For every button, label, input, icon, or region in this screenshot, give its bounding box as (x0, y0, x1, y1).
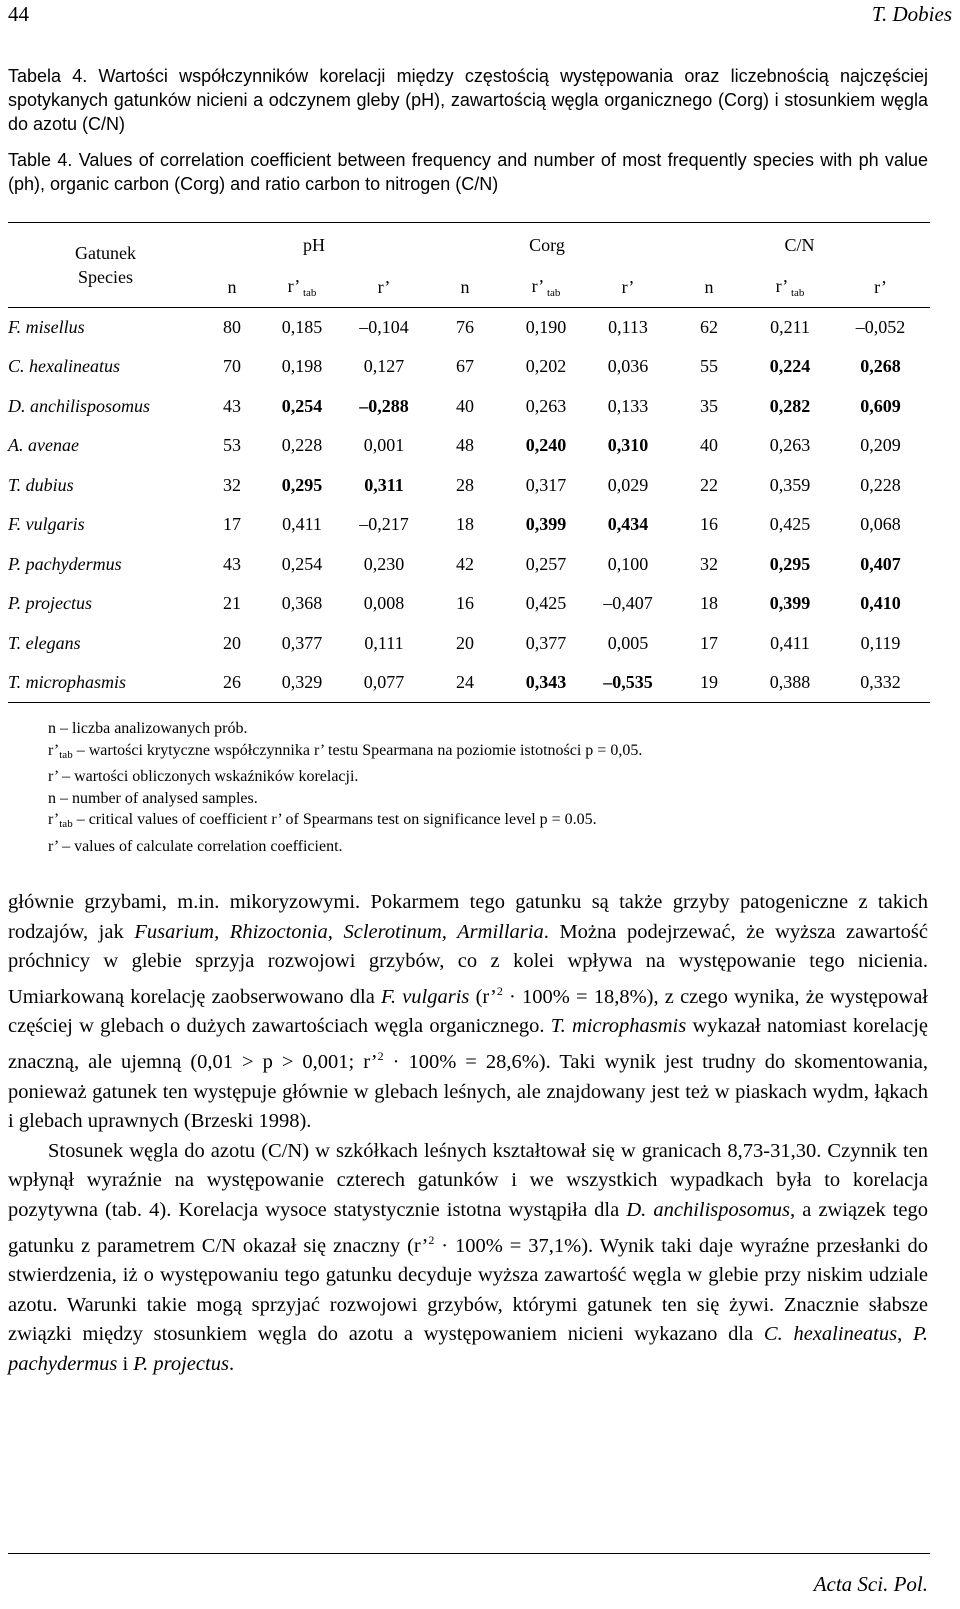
group-header-cn: C/N (669, 223, 930, 268)
table-cell: 43 (223, 395, 241, 416)
superscript: 2 (496, 983, 503, 998)
table-cell: 0,005 (607, 632, 649, 653)
table-caption-en: Table 4. Values of correlation coefficient between frequency and number of most frequently species with ph value (ph), organic carbon (Corg) and ratio carbon to nitrogen (C/N) (8, 150, 928, 194)
table-cell: 0,377 (281, 632, 323, 653)
table-row (8, 545, 930, 585)
species-name: T. dubius (8, 474, 74, 495)
italic-taxon: T. microphasmis (550, 1015, 687, 1038)
table-cell: 0,190 (525, 317, 567, 337)
table-cell: 80 (223, 317, 241, 337)
table-cell: 0,198 (281, 356, 323, 377)
table-cell: 0,230 (363, 553, 405, 574)
table-cell: 0,407 (860, 553, 901, 574)
table-cell: 17 (700, 632, 718, 653)
table-cell: 0,399 (525, 514, 567, 535)
table-cell: 0,377 (525, 632, 567, 653)
table-cell: 0,263 (769, 435, 811, 456)
table-cell: 35 (700, 395, 718, 416)
table-cell: 0,001 (363, 435, 405, 456)
table-cell: 43 (223, 553, 241, 574)
running-author: T. Dobies (871, 2, 952, 26)
table-cell: 19 (669, 663, 749, 703)
note-r-pl: r’ – wartości obliczonych wskaźników korelacji. (48, 768, 359, 785)
species-column-header (8, 223, 203, 308)
table-cell: 0,411 (770, 632, 810, 653)
italic-taxon: P. projectus (133, 1352, 229, 1375)
italic-taxon: Fusarium, Rhizoctonia, Sclerotinum, Armillaria (134, 920, 544, 943)
table-cell: 42 (456, 553, 474, 574)
table-cell: –0,217 (359, 514, 409, 535)
table-cell: 0,317 (525, 474, 567, 495)
table-cell: 0,411 (282, 514, 322, 535)
table-cell: 16 (700, 514, 718, 535)
species-name: D. anchilisposomus (8, 395, 151, 416)
table-cell: 0,111 (364, 632, 404, 653)
table-cell: 0,029 (607, 474, 649, 495)
table-row (8, 505, 930, 545)
table-cell: 0,224 (769, 356, 811, 377)
table-cell: 40 (456, 395, 474, 416)
species-name: T. elegans (8, 632, 81, 653)
species-header-en: Species (78, 267, 133, 287)
table-row (8, 466, 930, 506)
table-row (8, 387, 930, 427)
table-cell: 0,228 (281, 435, 323, 456)
table-cell: –0,535 (587, 663, 669, 703)
table-cell: 17 (223, 514, 241, 535)
table-cell: 0,399 (769, 593, 811, 614)
table-cell: –0,104 (359, 317, 409, 337)
table-cell: 0,254 (281, 553, 323, 574)
species-name: P. projectus (8, 593, 92, 614)
species-name: C. hexalineatus (8, 356, 120, 377)
subheader-n: n (425, 267, 505, 308)
table-cell: 67 (456, 356, 474, 377)
table-cell: 0,113 (608, 317, 648, 337)
table-cell: 0,036 (607, 356, 649, 377)
table-cell: –0,052 (855, 317, 906, 337)
table-cell: 20 (223, 632, 241, 653)
table-cell: 0,332 (831, 663, 930, 703)
table-cell: 76 (456, 317, 474, 337)
superscript: 2 (428, 1232, 435, 1247)
table-cell: 48 (456, 435, 474, 456)
table-row (8, 308, 930, 348)
italic-taxon: P. pachydermus (8, 1323, 928, 1375)
italic-taxon: C. hexalineatus (763, 1323, 898, 1346)
table-cell: 0,240 (525, 435, 567, 456)
table-row (8, 426, 930, 466)
table-cell: 22 (700, 474, 718, 495)
table-cell: 16 (456, 593, 474, 614)
paragraph-2: Stosunek węgla do azotu (C/N) w szkółkach leśnych kształtował się w granicach 8,73-31,30. Czynnik ten wpłynął wyraźnie na występowanie czterech gatunków i we wszystkich wypadkach była to korelacja pozytywna (tab. 4). Korelacja wysoce statystycznie istotna wystąpiła dla D. anchilisposomus, a związek tego gatunku z parametrem C/N okazał się znaczny (r’$^2$ · 100% = 37,1%). Wynik taki daje wyraźne przesłanki do stwierdzenia, iż o występowaniu tego gatunku decyduje wyższa zawartość węgla w glebie przy niskim udziale azotu. Warunki takie mogą sprzyjać rozwojowi grzybów, którymi gatunek ten się żywi. Znacznie słabsze związki między stosunkiem węgla do azotu a występowaniem nicieni wykazano dla C. hexalineatus, P. pachydermus i P. projectus. (8, 1139, 928, 1375)
table-cell: 0,343 (505, 663, 587, 703)
table-row (8, 624, 930, 664)
table-cell: 0,119 (860, 632, 901, 653)
table-cell: 0,008 (363, 593, 405, 614)
subheader-n: n (203, 267, 261, 308)
subheader-r-tab: r’ $_{tab}$ (505, 267, 587, 308)
table-caption-pl: Tabela 4. Wartości współczynników korelacji między częstością występowania oraz liczebnością najczęściej spotykanych gatunków nicieni a odczynem gleby (pH), zawartością węgla organicznego (Corg) i stosunkiem węgla do azotu (C/N) (8, 66, 928, 134)
table-cell: 0,202 (525, 356, 567, 377)
table-cell: 0,282 (769, 395, 811, 416)
species-name: F. misellus (8, 317, 85, 337)
table-cell: 0,311 (364, 474, 404, 495)
page-number: 44 (8, 2, 29, 26)
note-r-en: r’ – values of calculate correlation coefficient. (48, 837, 343, 855)
table-cell: 0,127 (363, 356, 405, 377)
italic-taxon: F. vulgaris (381, 985, 470, 1008)
species-name: A. avenae (8, 435, 79, 456)
subheader-r: r’ (343, 267, 425, 308)
table-cell: 0,368 (281, 593, 323, 614)
table-cell: 0,185 (281, 317, 323, 337)
table-cell: 0,388 (749, 663, 831, 703)
table-cell: 0,609 (860, 395, 901, 416)
table-cell: 0,100 (607, 553, 649, 574)
subheader-r-tab: r’ $_{tab}$ (261, 267, 343, 308)
table-cell: 18 (700, 593, 718, 614)
table-row (8, 663, 930, 703)
superscript: 2 (377, 1048, 384, 1063)
table-cell: 20 (456, 632, 474, 653)
correlation-table (8, 222, 930, 703)
table-cell: 0,077 (343, 663, 425, 703)
table-cell: 0,295 (769, 553, 811, 574)
table-row (8, 584, 930, 624)
table-cell: 18 (456, 514, 474, 535)
table-cell: 0,268 (860, 356, 901, 377)
table-cell: 0,254 (281, 395, 323, 416)
table-cell: 24 (425, 663, 505, 703)
species-name: P. pachydermus (8, 553, 122, 574)
subheader-r: r’ (587, 267, 669, 308)
table-row (8, 347, 930, 387)
table-cell: 0,329 (261, 663, 343, 703)
table-cell: 28 (456, 474, 474, 495)
table-cell: 0,295 (281, 474, 323, 495)
table-cell: 0,434 (607, 514, 649, 535)
species-name: T. microphasmis (8, 663, 203, 703)
species-name: F. vulgaris (8, 514, 85, 535)
table-cell: 26 (203, 663, 261, 703)
italic-taxon: D. anchilisposomus (626, 1198, 791, 1221)
table-cell: 0,425 (769, 514, 811, 535)
body-text (8, 888, 928, 1380)
species-header-pl: Gatunek (75, 243, 136, 263)
table-body (8, 308, 930, 703)
subheader-r: r’ (831, 267, 930, 308)
table-cell: 0,425 (525, 593, 567, 614)
note-n-en: n – number of analysed samples. (48, 789, 258, 807)
table-cell: –0,407 (603, 593, 653, 614)
table-cell: 40 (700, 435, 718, 456)
table-cell: 0,263 (525, 395, 567, 416)
table-cell: 0,228 (860, 474, 901, 495)
note-rtab-en: $r’_{tab}$ – critical values of coefficient r’ of Spearmans test on significance level p = 0.05. (48, 811, 597, 830)
table-cell: 0,211 (770, 317, 810, 337)
journal-footer: Acta Sci. Pol. (813, 1572, 928, 1596)
running-header (8, 0, 952, 30)
table-cell: 32 (700, 553, 718, 574)
table-cell: 0,068 (860, 514, 901, 535)
note-n-pl: n – liczba analizowanych prób. (48, 720, 248, 737)
group-header-ph: pH (203, 223, 425, 268)
table-cell: 32 (223, 474, 241, 495)
table-cell: 0,310 (607, 435, 649, 456)
subheader-n: n (669, 267, 749, 308)
table-notes (48, 718, 908, 857)
subheader-r-tab: r’ $_{tab}$ (749, 267, 831, 308)
table-cell: –0,288 (359, 395, 409, 416)
group-header-corg: Corg (425, 223, 669, 268)
table-cell: 21 (223, 593, 241, 614)
table-cell: 70 (223, 356, 241, 377)
table-cell: 55 (700, 356, 718, 377)
table-cell: 0,257 (525, 553, 567, 574)
table-cell: 53 (223, 435, 241, 456)
paragraph-1: głównie grzybami, m.in. mikoryzowymi. Pokarmem tego gatunku są także grzyby patogeniczne z takich rodzajów, jak Fusarium, Rhizoctonia, Sclerotinum, Armillaria. Można podejrzewać, że wyższa zawartość próchnicy w glebie sprzyja rozwojowi grzybów, co z kolei wpływa na występowanie tego nicienia. Umiarkowaną korelację zaobserwowano dla F. vulgaris (r’$^2$ · 100% = 18,8%), z czego wynika, że występował częściej w glebach o dużych zawartościach węgla organicznego. T. microphasmis wykazał natomiast korelację znaczną, ale ujemną (0,01 > p > 0,001; r’$^2$ · 100% = 28,6%). Taki wynik jest trudny do skomentowania, ponieważ gatunek ten występuje głównie w glebach leśnych, ale znajdowany jest też w piaskach wydm, łąkach i glebach uprawnych (Brzeski 1998). (8, 891, 928, 1133)
table-cell: 0,359 (769, 474, 811, 495)
table-cell: 62 (700, 317, 718, 337)
table-cell: 0,410 (860, 593, 901, 614)
footer-rule (8, 1553, 930, 1554)
table-cell: 0,133 (607, 395, 649, 416)
table-cell: 0,209 (860, 435, 901, 456)
note-rtab-pl: $r’_{tab}$ – wartości krytyczne współczynnika r’ testu Spearmana na poziomie istotności p = 0,05. (48, 741, 643, 761)
